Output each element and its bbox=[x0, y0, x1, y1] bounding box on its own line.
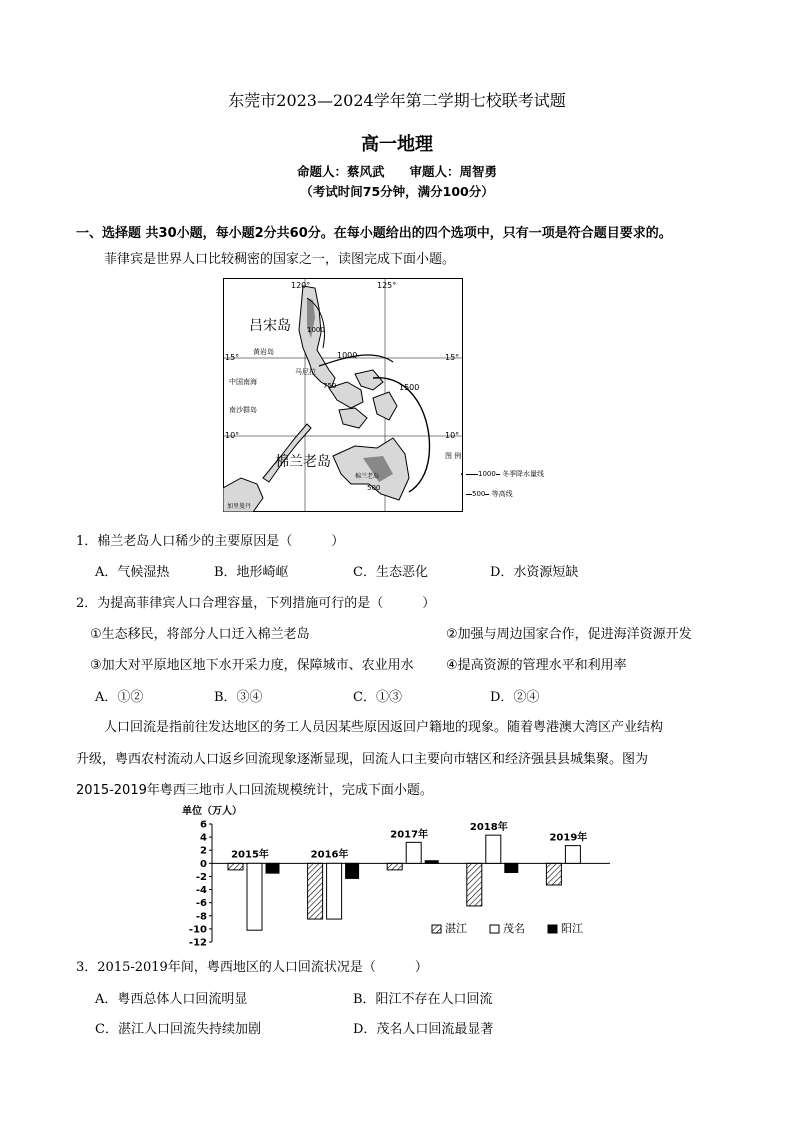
bar-湛江-2016年 bbox=[308, 863, 323, 919]
category-label: 2018年 bbox=[469, 822, 508, 834]
category-label: 2015年 bbox=[231, 849, 269, 861]
q3-option-d[interactable]: D．茂名人口回流最显著 bbox=[353, 1022, 494, 1037]
lon-label-125: 125° bbox=[377, 281, 397, 290]
bar-湛江-2018年 bbox=[467, 863, 482, 906]
y-tick-label: -6 bbox=[195, 898, 207, 910]
category-label: 2016年 bbox=[310, 849, 349, 861]
y-tick-label: 2 bbox=[200, 845, 207, 857]
q2-option-c[interactable]: C．①③ bbox=[353, 690, 402, 705]
label-south-china-sea: 中国南海 bbox=[229, 378, 257, 386]
y-tick-label: -12 bbox=[188, 937, 207, 949]
label-mindanao: 棉兰老岛 bbox=[275, 454, 331, 470]
passage2-line1: 人口回流是指前往发达地区的务工人员因某些原因返回户籍地的现象。随着粤港澳大湾区产业结构 bbox=[104, 720, 664, 735]
y-tick-label: 0 bbox=[200, 858, 207, 870]
q2-option-a[interactable]: A．①② bbox=[95, 690, 144, 705]
lat-label-10-left: 10° bbox=[225, 431, 240, 440]
bar-阳江-2017年 bbox=[425, 861, 438, 864]
q1-option-d[interactable]: D．水资源短缺 bbox=[490, 565, 579, 580]
bar-茂名-2017年 bbox=[406, 842, 421, 863]
label-nansha: 南沙群岛 bbox=[229, 406, 257, 414]
q2-item-1: ①生态移民，将部分人口迁入棉兰老岛 bbox=[90, 627, 310, 642]
lat-label-15-right: 15° bbox=[445, 353, 460, 362]
contour-1000-a: 1000 bbox=[307, 326, 325, 334]
q2-item-3: ③加大对平原地区地下水开采力度，保障城市、农业用水 bbox=[90, 658, 414, 673]
label-mindanao-small: 棉兰老岛 bbox=[355, 473, 380, 480]
legend-item-contour bbox=[466, 489, 513, 499]
q3-option-c[interactable]: C．湛江人口回流失持续加剧 bbox=[95, 1022, 261, 1037]
legend-item2-label: 等高线 bbox=[491, 490, 513, 498]
bar-茂名-2015年 bbox=[247, 863, 262, 930]
population-return-chart bbox=[180, 804, 620, 950]
legend-item-rainfall bbox=[466, 469, 544, 479]
q1-option-a[interactable]: A．气候湿热 bbox=[95, 565, 170, 580]
label-manila: 马尼拉 bbox=[295, 368, 316, 376]
legend-item1-value: 1000 bbox=[478, 470, 496, 478]
label-kalimantan: 加里曼丹 bbox=[227, 503, 252, 510]
legend-item1-label: 冬季降水量线 bbox=[502, 470, 545, 478]
category-label: 2019年 bbox=[549, 832, 588, 844]
contour-750: 750 bbox=[323, 382, 337, 390]
q2-option-b[interactable]: B．③④ bbox=[214, 690, 263, 705]
y-tick-label: 4 bbox=[200, 832, 207, 844]
bar-阳江-2015年 bbox=[266, 863, 279, 873]
legend-swatch bbox=[432, 925, 441, 933]
passage2-line3: 2015-2019年粤西三地市人口回流规模统计，完成下面小题。 bbox=[76, 783, 433, 798]
intro-paragraph: 菲律宾是世界人口比较稠密的国家之一，读图完成下面小题。 bbox=[104, 252, 456, 267]
bar-湛江-2019年 bbox=[546, 863, 561, 885]
exam-time: （考试时间75分钟，满分100分） bbox=[300, 184, 494, 199]
passage2-line2: 升级，粤西农村流动人口返乡回流现象逐渐显现，回流人口主要向市辖区和经济强县县城集聚。图为 bbox=[76, 752, 649, 767]
q2-option-d[interactable]: D．②④ bbox=[490, 690, 540, 705]
q3-stem: 3．2015-2019年间，粤西地区的人口回流状况是（ ） bbox=[76, 960, 428, 975]
exam-title: 东莞市2023—2024学年第二学期七校联考试题 bbox=[228, 91, 566, 110]
authors-line: 命题人：蔡风武 审题人：周智勇 bbox=[296, 164, 497, 179]
q1-option-c[interactable]: C．生态恶化 bbox=[353, 565, 428, 580]
bar-茂名-2018年 bbox=[486, 835, 501, 863]
chart-ylabel: 单位（万人） bbox=[182, 806, 242, 817]
section-heading: 一、选择题 共30小题，每小题2分共60分。在每小题给出的四个选项中，只有一项是符合题目要求的。 bbox=[76, 226, 672, 241]
label-huangyan: 黄岩岛 bbox=[253, 348, 274, 356]
bar-茂名-2019年 bbox=[565, 846, 580, 864]
legend-label: 湛江 bbox=[445, 922, 467, 935]
label-luzon: 吕宋岛 bbox=[249, 318, 291, 334]
legend-item2-value: 500 bbox=[472, 490, 486, 498]
q2-stem: 2．为提高菲律宾人口合理容量，下列措施可行的是（ ） bbox=[76, 596, 436, 611]
bar-茂名-2016年 bbox=[327, 863, 342, 919]
subject-title: 高一地理 bbox=[361, 134, 433, 155]
bar-湛江-2015年 bbox=[228, 863, 243, 870]
q1-option-b[interactable]: B．地形崎岖 bbox=[214, 565, 289, 580]
bar-阳江-2016年 bbox=[346, 863, 359, 878]
y-tick-label: -8 bbox=[195, 911, 207, 923]
legend-label: 阳江 bbox=[561, 922, 583, 935]
q3-option-a[interactable]: A．粤西总体人口回流明显 bbox=[95, 992, 248, 1007]
q1-stem: 1．棉兰老岛人口稀少的主要原因是（ ） bbox=[76, 534, 345, 549]
q2-item-4: ④提高资源的管理水平和利用率 bbox=[446, 658, 627, 673]
contour-1500: 1500 bbox=[399, 383, 420, 392]
contour-500: 500 bbox=[367, 484, 381, 492]
bar-阳江-2018年 bbox=[505, 863, 518, 872]
philippines-map bbox=[223, 278, 463, 512]
lat-label-15-left: 15° bbox=[225, 353, 240, 362]
lon-label-120: 120° bbox=[291, 281, 311, 290]
q3-option-b[interactable]: B．阳江不存在人口回流 bbox=[353, 992, 493, 1007]
lat-label-10-right: 10° bbox=[445, 431, 460, 440]
y-tick-label: 6 bbox=[200, 819, 207, 831]
contour-1000-b: 1000 bbox=[337, 351, 358, 360]
category-label: 2017年 bbox=[390, 829, 429, 841]
legend-swatch bbox=[490, 925, 499, 933]
y-tick-label: -4 bbox=[195, 885, 207, 897]
bar-湛江-2017年 bbox=[387, 863, 402, 870]
legend-swatch bbox=[548, 925, 557, 933]
y-tick-label: -2 bbox=[195, 871, 207, 883]
legend-title: 图 例 bbox=[445, 452, 462, 460]
y-tick-label: -10 bbox=[188, 924, 207, 936]
q2-item-2: ②加强与周边国家合作，促进海洋资源开发 bbox=[446, 627, 692, 642]
legend-label: 茂名 bbox=[503, 922, 525, 935]
